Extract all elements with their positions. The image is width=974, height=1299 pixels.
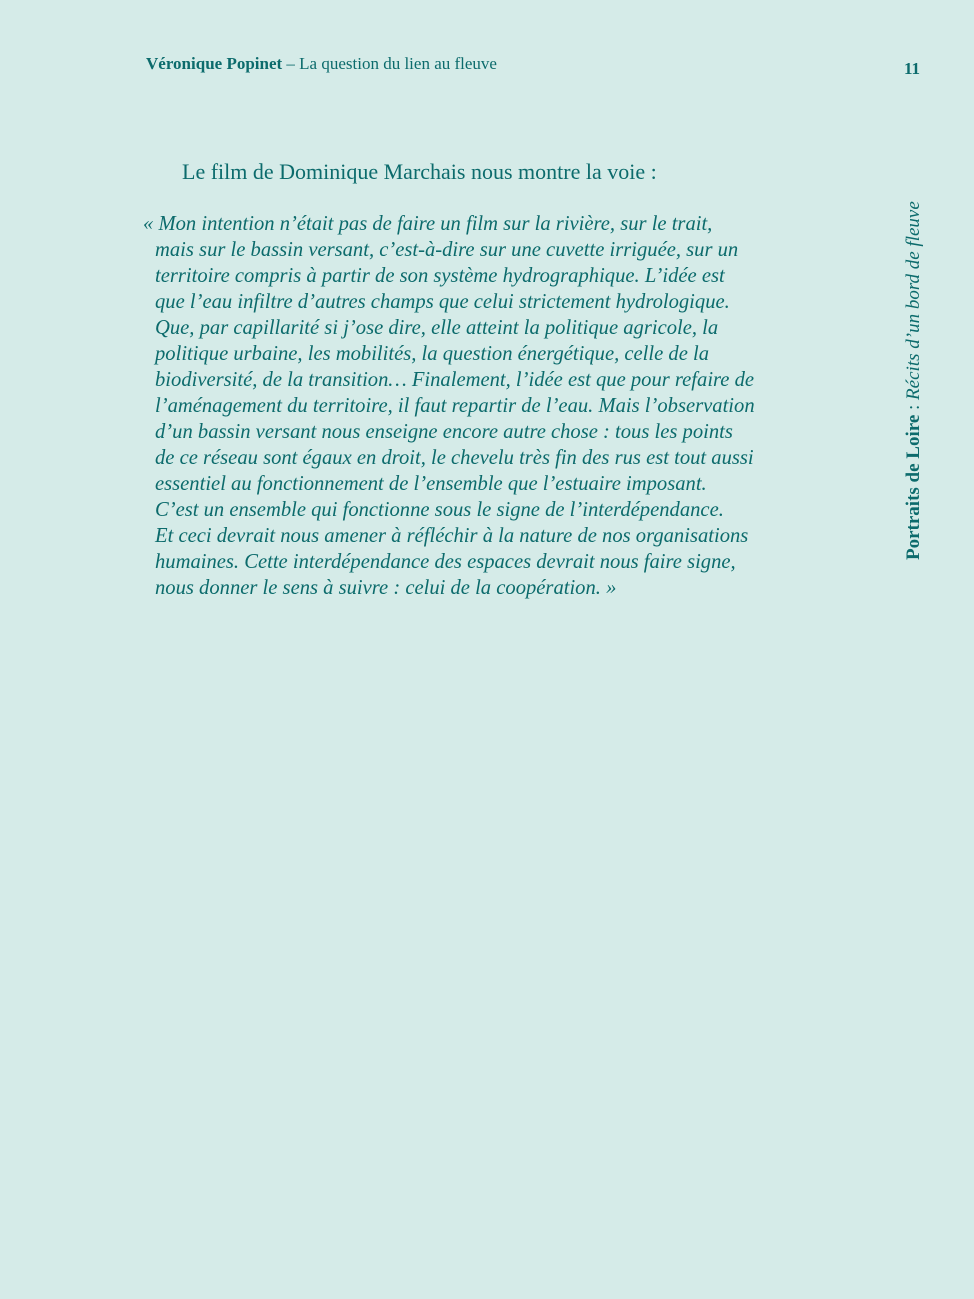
author-name: Véronique Popinet (146, 54, 283, 73)
page-number: 11 (904, 59, 921, 78)
chapter-title: La question du lien au fleuve (299, 54, 497, 73)
quote-line: de ce réseau sont égaux en droit, le chevelu très fin des rus est tout aussi (155, 447, 754, 469)
series-title: Portraits de Loire (903, 414, 924, 560)
quote-line: essentiel au fonctionnement de l’ensemble que l’estuaire imposant. (155, 473, 707, 495)
quote-line: territoire compris à partir de son système hydrographique. L’idée est (155, 265, 725, 287)
quote-line: humaines. Cette interdépendance des espaces devrait nous faire signe, (155, 551, 736, 573)
quote-line: Que, par capillarité si j’ose dire, elle atteint la politique agricole, la (155, 317, 719, 339)
block-quote (143, 211, 803, 601)
quote-line: Et ceci devrait nous amener à réfléchir à la nature de nos organisations (155, 525, 749, 547)
quote-line: politique urbaine, les mobilités, la question énergétique, celle de la (155, 343, 710, 365)
quote-line: l’aménagement du territoire, il faut repartir de l’eau. Mais l’observation (155, 395, 755, 417)
quote-line: mais sur le bassin versant, c’est-à-dire sur une cuvette irriguée, sur un (155, 239, 739, 261)
intro-paragraph: Le film de Dominique Marchais nous montre la voie : (182, 159, 657, 184)
quote-line: « Mon intention n’était pas de faire un film sur la rivière, sur le trait, (143, 213, 713, 235)
running-head (146, 53, 497, 75)
quote-line: d’un bassin versant nous enseigne encore autre chose : tous les points (155, 421, 733, 443)
header-separator: – (282, 54, 300, 73)
vertical-book-title (904, 201, 924, 560)
quote-line: C’est un ensemble qui fonctionne sous le signe de l’interdépendance. (155, 499, 724, 521)
side-title-separator: : (903, 399, 924, 415)
quote-line: nous donner le sens à suivre : celui de la coopération. » (155, 577, 617, 599)
quote-line: que l’eau infiltre d’autres champs que celui strictement hydrologique. (155, 291, 730, 313)
book-subtitle: Récits d’un bord de fleuve (903, 201, 924, 400)
quote-line: biodiversité, de la transition… Finalement, l’idée est que pour refaire de (155, 369, 755, 391)
